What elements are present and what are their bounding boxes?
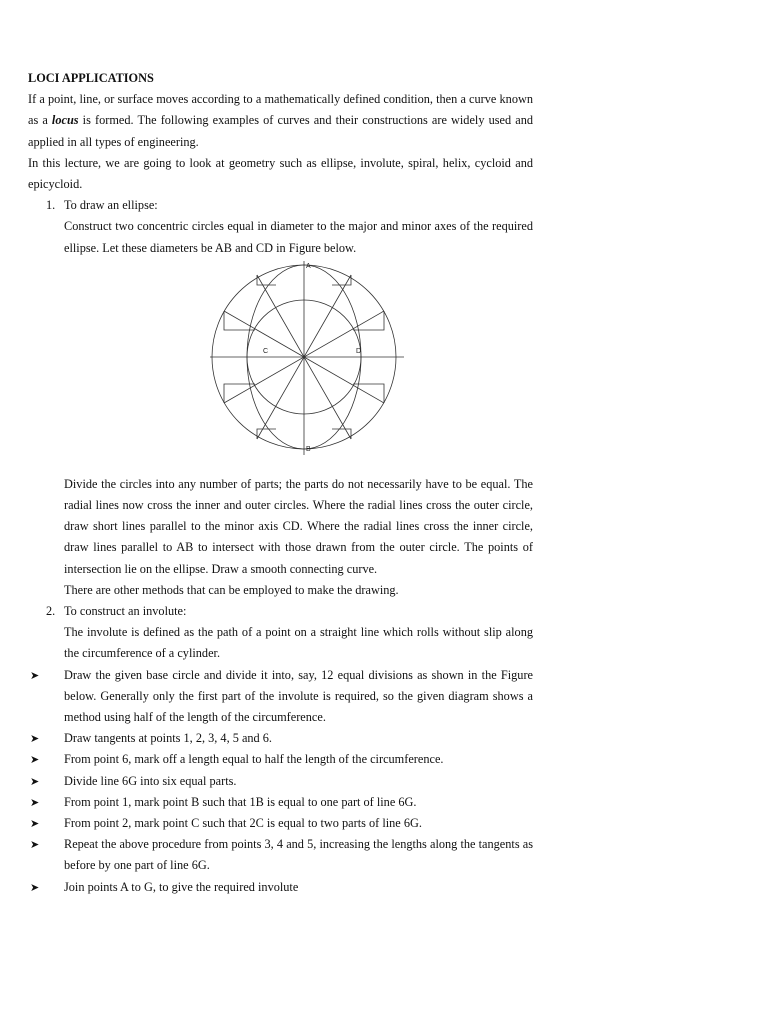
list-number-2: 2. [46,604,56,619]
label-d: D [356,347,362,355]
arrow-bullet-icon: ➤ [30,668,40,682]
bullet-text: From point 6, mark off a length equal to half the length of the circumference. [64,752,444,767]
list-title-ellipse: To draw an ellipse: [64,198,158,213]
bullet-text: From point 1, mark point B such that 1B is equal to one part of line 6G. [64,794,417,809]
intro-text-end: is formed. The following examples of curves and their constructions are widely used and applied in all types of engineering. [28,113,533,149]
section-heading: LOCI APPLICATIONS [28,71,154,85]
involute-steps-list [28,665,533,898]
ellipse-text-1: Construct two concentric circles equal in diameter to the major and minor axes of the required ellipse. Let these diameters be AB and CD in Figure below. [64,219,533,255]
list-number-1: 1. [46,198,56,213]
bullet-text: Join points A to G, to give the required involute [64,879,299,894]
arrow-bullet-icon: ➤ [30,753,40,767]
list-item [28,665,533,729]
list-title-involute: To construct an involute: [64,604,187,619]
list-item-ellipse [28,195,533,216]
intro-paragraph-2: In this lecture, we are going to look at geometry such as ellipse, involute, spiral, helix, cycloid and epicycloid. [28,155,533,192]
list-item [28,834,533,876]
arrow-bullet-icon: ➤ [30,838,40,852]
label-a: A [306,262,311,270]
label-c: C [263,347,269,355]
arrow-bullet-icon: ➤ [30,817,40,831]
list-item [28,771,533,792]
intro-paragraph-1 [28,89,533,153]
ellipse-figure [28,259,533,474]
label-b: B [306,445,311,453]
arrow-bullet-icon: ➤ [30,795,40,809]
intro-text-start: If a point, line, or surface moves according to a mathematically defined condition, then a curve known as a [28,92,533,128]
list-item [28,728,533,749]
locus-term: locus [51,113,79,128]
bullet-text: Draw the given base circle and divide it into, say, 12 equal divisions as shown in the Figure below. Generally only the first part of the involute is required, so the given diagram shows a method using half of the length of the circumference. [64,667,533,725]
list-item [28,813,533,834]
ellipse-text-2: Divide the circles into any number of parts; the parts do not necessarily have to be equal. The radial lines now cross the inner and outer circles. Where the radial lines cross the outer circle, draw short lines parallel to the minor axis CD. Where the radial lines cross the inner circle, draw lines parallel to AB to intersect with those drawn from the outer circle. The points of intersection lie on the ellipse. Draw a smooth connecting curve. [64,476,533,576]
document-body [28,68,533,898]
involute-definition: The involute is defined as the path of a point on a straight line which rolls without slip along the circumference of a cylinder. [64,625,533,661]
arrow-bullet-icon: ➤ [30,732,40,746]
ellipse-text-3: There are other methods that can be employed to make the drawing. [64,582,399,597]
list-item [28,749,533,770]
bullet-text: Divide line 6G into six equal parts. [64,773,237,788]
list-item [28,877,533,898]
arrow-bullet-icon: ➤ [30,880,40,894]
list-item [28,792,533,813]
list-item-involute [28,601,533,622]
bullet-text: From point 2, mark point C such that 2C is equal to two parts of line 6G. [64,816,422,831]
arrow-bullet-icon: ➤ [30,774,40,788]
bullet-text: Repeat the above procedure from points 3, 4 and 5, increasing the lengths along the tangents as before by one part of line 6G. [64,837,533,873]
bullet-text: Draw tangents at points 1, 2, 3, 4, 5 and 6. [64,731,272,746]
ellipse-construction-diagram [204,261,404,471]
